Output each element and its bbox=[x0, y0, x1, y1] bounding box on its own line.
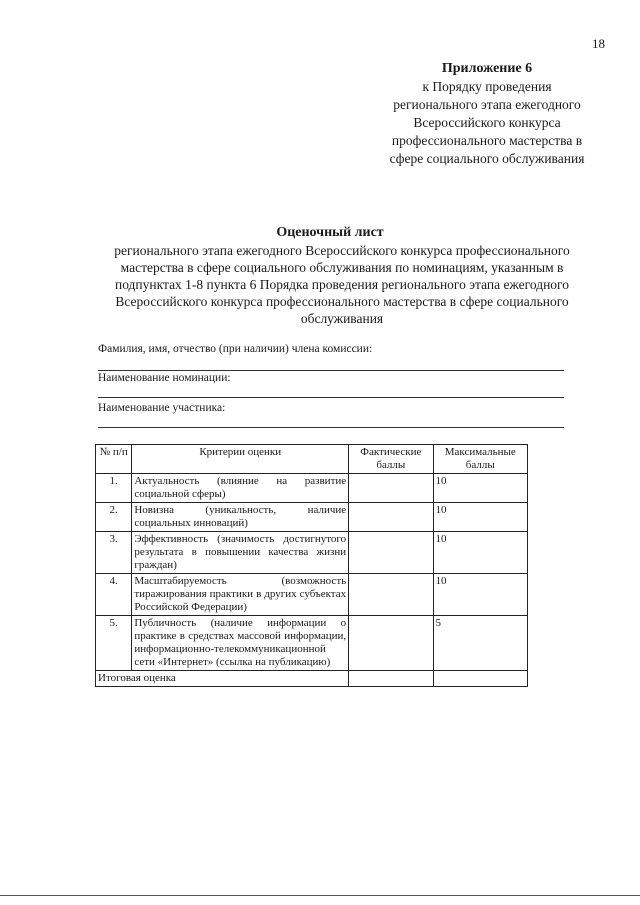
appendix-line: регионального этапа ежегодного bbox=[393, 97, 581, 112]
sheet-title: Оценочный лист bbox=[276, 225, 384, 240]
total-row bbox=[96, 671, 528, 687]
appendix-line: к Порядку проведения bbox=[422, 79, 552, 94]
table-row bbox=[96, 574, 528, 616]
nomination-line[interactable] bbox=[98, 397, 564, 398]
row-criteria: Эффективность (значимость достигнутого результата в повышении качества жизни граждан) bbox=[132, 532, 349, 574]
appendix-title: Приложение 6 bbox=[441, 61, 533, 76]
row-criteria: Новизна (уникальность, наличие социальных инноваций) bbox=[132, 503, 349, 532]
table-row bbox=[96, 532, 528, 574]
appendix-line: сфере социального обслуживания bbox=[389, 151, 585, 166]
nomination-label: Наименование номинации: bbox=[98, 372, 231, 384]
page-number: 18 bbox=[592, 36, 605, 51]
page-bottom-rule bbox=[0, 895, 640, 896]
row-actual-cell[interactable] bbox=[349, 503, 433, 532]
row-actual-cell[interactable] bbox=[349, 532, 433, 574]
criteria-table bbox=[95, 444, 528, 687]
row-criteria: Масштабируемость (возможность тиражирования практики в других субъектах Российской Федерации) bbox=[132, 574, 349, 616]
row-max: 10 bbox=[433, 574, 527, 616]
table-row bbox=[96, 503, 528, 532]
member-name-label: Фамилия, имя, отчество (при наличии) члена комиссии: bbox=[98, 343, 373, 355]
total-actual-cell[interactable] bbox=[349, 671, 433, 687]
appendix-line: профессионального мастерства в bbox=[391, 133, 583, 148]
row-num: 2. bbox=[96, 503, 132, 532]
table-header-row bbox=[96, 445, 528, 474]
table-row bbox=[96, 474, 528, 503]
table-row bbox=[96, 616, 528, 671]
row-num: 4. bbox=[96, 574, 132, 616]
appendix-block bbox=[372, 60, 602, 168]
row-actual-cell[interactable] bbox=[349, 616, 433, 671]
header-num: № п/п bbox=[96, 445, 132, 474]
row-max: 10 bbox=[433, 503, 527, 532]
row-max: 10 bbox=[433, 532, 527, 574]
participant-label: Наименование участника: bbox=[98, 402, 226, 414]
row-criteria: Актуальность (влияние на развитие социальной сферы) bbox=[132, 474, 349, 503]
row-max: 10 bbox=[433, 474, 527, 503]
sheet-subtitle: регионального этапа ежегодного Всероссийского конкурса профессионального мастерства в сфере социального обслуживания по номинациям, указанным в подпунктах 1-8 пункта 6 Порядка проведения регионального этапа ежегодного Всероссийского конкурса профессионального мастерства в сфере социального обслуживания bbox=[114, 243, 570, 326]
header-actual: Фактические баллы bbox=[349, 445, 433, 474]
appendix-line: Всероссийского конкурса bbox=[413, 115, 561, 130]
total-max-cell bbox=[433, 671, 527, 687]
row-num: 1. bbox=[96, 474, 132, 503]
participant-line[interactable] bbox=[98, 427, 564, 428]
row-actual-cell[interactable] bbox=[349, 474, 433, 503]
row-num: 3. bbox=[96, 532, 132, 574]
total-label: Итоговая оценка bbox=[96, 671, 349, 687]
row-criteria: Публичность (наличие информации о практике в средствах массовой информации, информационно-телекоммуникационной сети «Интернет» (ссылка на публикацию) bbox=[132, 616, 349, 671]
row-max: 5 bbox=[433, 616, 527, 671]
row-actual-cell[interactable] bbox=[349, 574, 433, 616]
header-criteria: Критерии оценки bbox=[132, 445, 349, 474]
member-name-line[interactable] bbox=[98, 370, 564, 371]
header-max: Максимальные баллы bbox=[433, 445, 527, 474]
row-num: 5. bbox=[96, 616, 132, 671]
